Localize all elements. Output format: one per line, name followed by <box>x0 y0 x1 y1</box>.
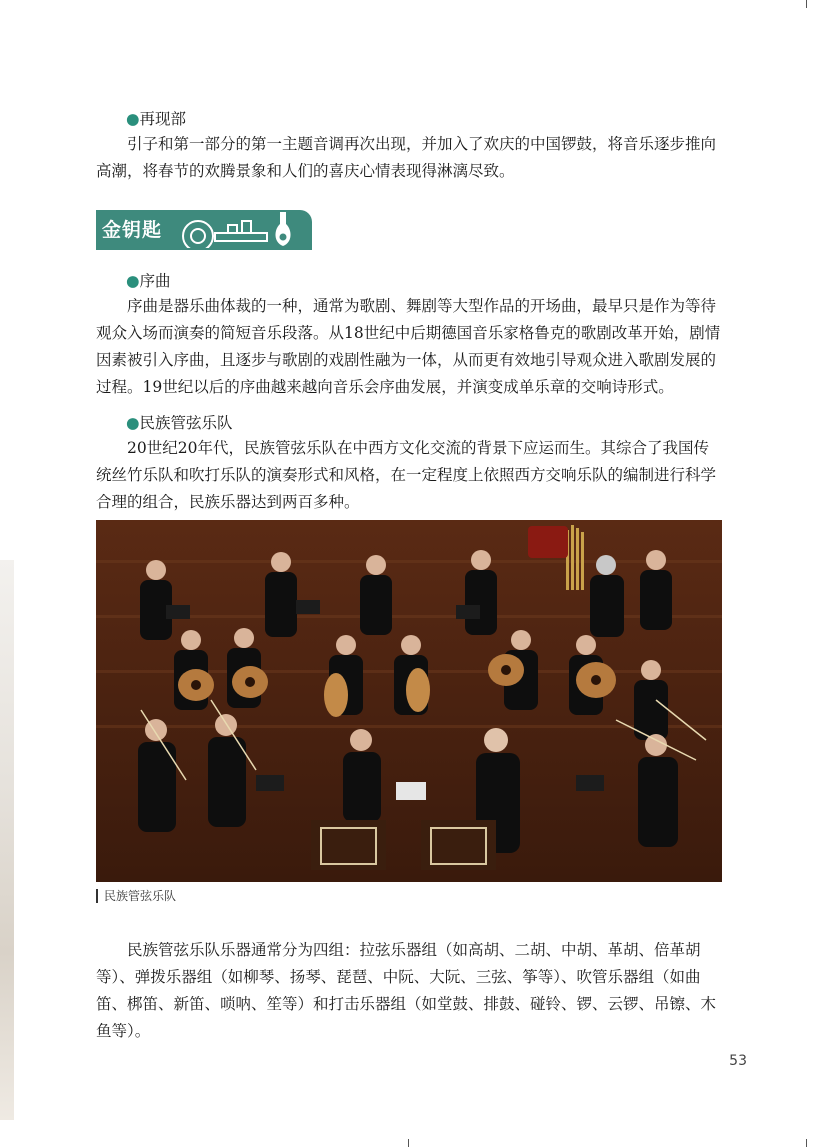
crop-mark <box>408 1139 409 1147</box>
section-heading-overture: ●序曲 <box>126 272 171 290</box>
page-number: 53 <box>729 1053 747 1069</box>
paragraph-instrument-groups: 民族管弦乐队乐器通常分为四组：拉弦乐器组（如高胡、二胡、中胡、革胡、倍革胡等）、弹拨乐器组（如柳琴、扬琴、琵琶、中阮、大阮、三弦、筝等）、吹管乐器组（如曲笛、梆笛、新笛、唢呐、笙等）和打击乐器组（如堂鼓、排鼓、碰铃、锣、云锣、吊镲、木鱼等）。 <box>96 941 717 1040</box>
paragraph-overture: 序曲是器乐曲体裁的一种，通常为歌剧、舞剧等大型作品的开场曲，最早只是作为等待观众入场而演奏的简短音乐段落。从18世纪中后期德国音乐家格鲁克的歌剧改革开始，剧情因素被引入序曲，且逐步与歌剧的戏剧性融为一体，从而更有效地引导观众进入歌剧发展的过程。19世纪以后的序曲越来越向音乐会序曲发展，并演变成单乐章的交响诗形式。 <box>96 297 721 396</box>
orchestra-photo <box>96 520 722 882</box>
bullet-icon: ● <box>126 110 140 128</box>
photo-caption: 民族管弦乐队 <box>96 889 176 903</box>
section-heading-recap: ●再现部 <box>126 110 187 128</box>
page-edge-artwork <box>0 560 14 1120</box>
bullet-icon: ● <box>126 414 140 432</box>
orchestra-photo-illustration <box>96 520 722 882</box>
crop-mark <box>806 0 807 8</box>
paragraph-orchestra: 20世纪20年代，民族管弦乐队在中西方文化交流的背景下应运而生。其综合了我国传统丝竹乐队和吹打乐队的演奏形式和风格，在一定程度上依照西方交响乐队的编制进行科学合理的组合，民族乐器达到两百多种。 <box>96 439 717 511</box>
golden-key-banner <box>96 210 312 250</box>
key-icon <box>180 212 308 248</box>
paragraph-recap: 引子和第一部分的第一主题音调再次出现，并加入了欢庆的中国锣鼓，将音乐逐步推向高潮，将春节的欢腾景象和人们的喜庆心情表现得淋漓尽致。 <box>96 135 717 180</box>
banner-title: 金钥匙 <box>102 219 163 241</box>
crop-mark <box>806 1139 807 1147</box>
section-heading-orchestra: ●民族管弦乐队 <box>126 414 233 432</box>
bullet-icon: ● <box>126 272 140 290</box>
